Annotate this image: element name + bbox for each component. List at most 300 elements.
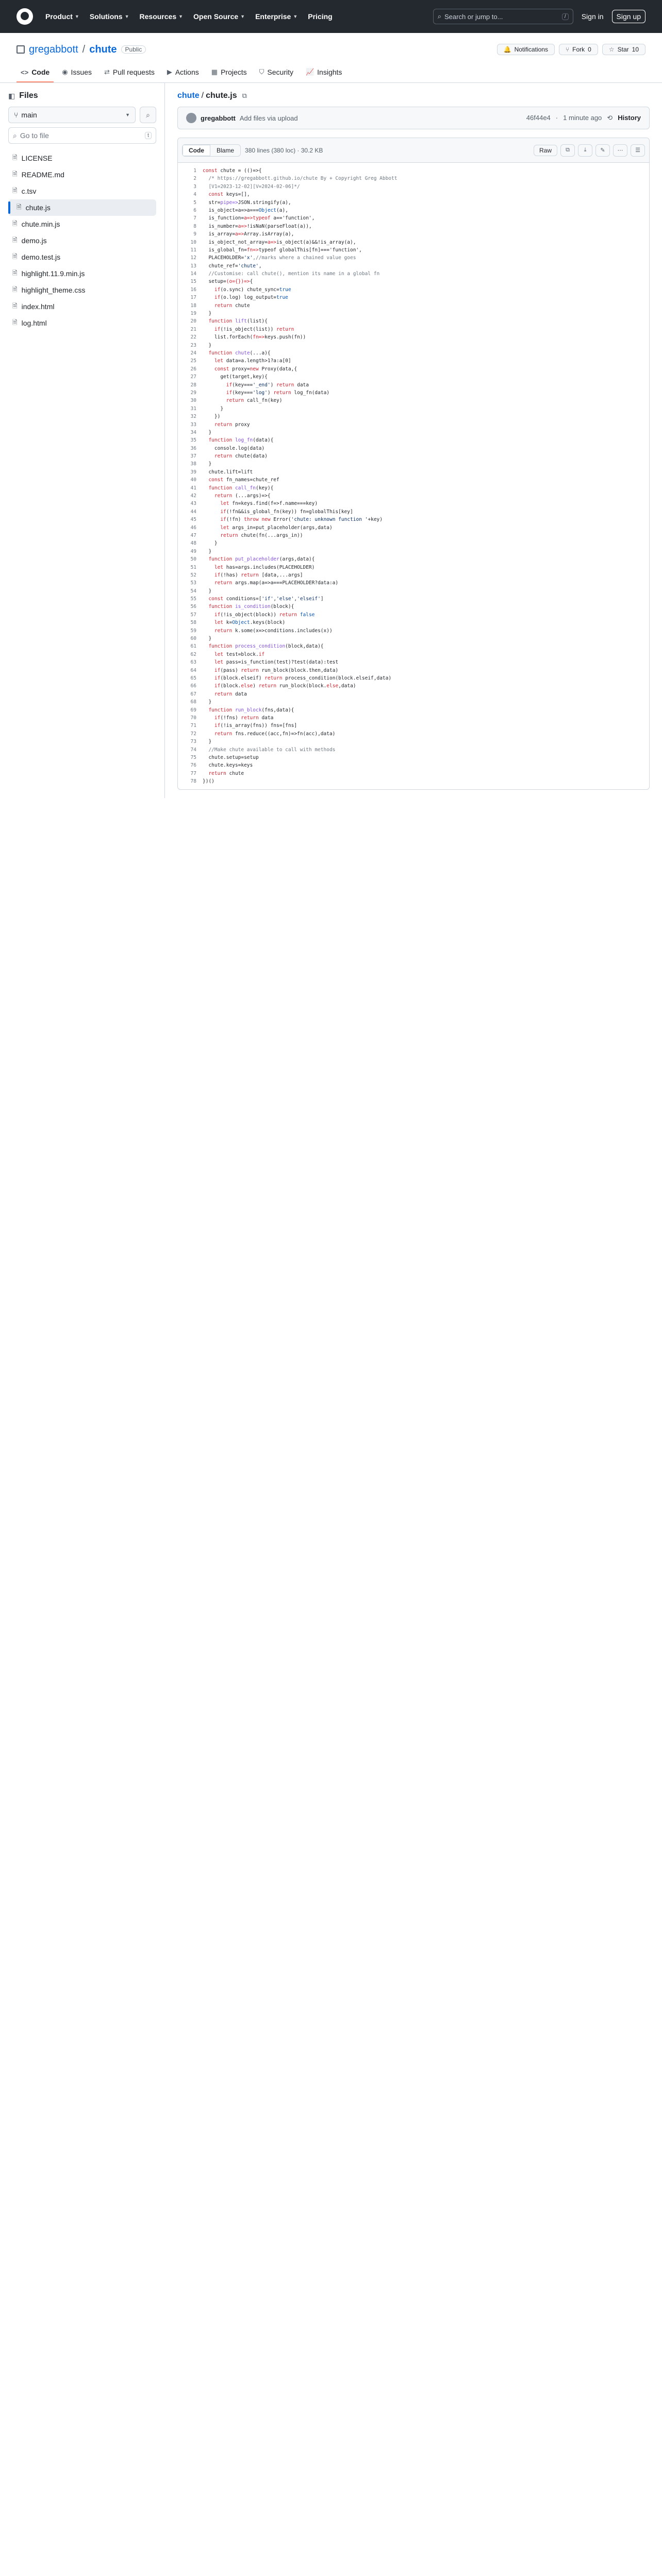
nav-pricing[interactable] (308, 12, 332, 21)
line-number[interactable]: 74 (190, 747, 196, 753)
file-icon: 🗎 (12, 252, 18, 260)
sidebar-collapse-icon[interactable]: ◧ (8, 91, 15, 100)
code-line (178, 658, 649, 666)
code-line-content (203, 199, 291, 207)
code-token: } (203, 461, 212, 467)
line-number[interactable]: 75 (190, 754, 196, 760)
code-token: //Make chute available to call with methods (203, 747, 336, 753)
code-token: (!is_object(block)) (220, 612, 279, 618)
code-token: const (208, 596, 226, 602)
line-number[interactable]: 2 (193, 176, 196, 182)
code-token (203, 358, 214, 364)
code-token: return (258, 683, 279, 689)
commit-message[interactable]: Add files via upload (239, 114, 298, 122)
line-number[interactable]: 58 (190, 620, 196, 626)
code-token: (()=>{ (244, 168, 262, 174)
code-viewer (177, 138, 650, 790)
avatar[interactable] (186, 113, 196, 123)
line-number[interactable]: 72 (190, 731, 196, 737)
code-token: (!fn&&is_global_fn(key)) fn=globalThis[key] (226, 509, 353, 515)
code-line (178, 548, 649, 555)
star-button[interactable] (602, 44, 646, 55)
code-token: keys=[], (226, 192, 250, 198)
file-tree-item-label: highlight.11.9.min.js (21, 269, 85, 278)
line-number[interactable]: 78 (190, 778, 196, 785)
code-line-content (203, 286, 291, 294)
code-line-content (203, 246, 362, 254)
code-token: , (258, 263, 262, 269)
code-token: (...args)=>{ (235, 493, 271, 499)
github-logo-icon[interactable] (16, 8, 33, 25)
line-number[interactable]: 51 (190, 564, 196, 570)
line-number[interactable]: 77 (190, 770, 196, 776)
line-number[interactable]: 49 (190, 548, 196, 554)
line-number[interactable]: 9 (193, 231, 196, 238)
code-line-content (203, 421, 250, 429)
code-token: return (226, 398, 247, 404)
nav-enterprise[interactable] (255, 12, 297, 21)
code-line (178, 175, 649, 182)
code-token (203, 517, 220, 522)
code-token: ) (267, 389, 274, 396)
fork-button[interactable] (559, 44, 598, 55)
line-number[interactable]: 46 (190, 524, 196, 531)
code-line (178, 611, 649, 619)
code-line (178, 738, 649, 745)
line-number[interactable]: 61 (190, 643, 196, 650)
line-number[interactable]: 11 (190, 247, 196, 253)
code-token (203, 437, 208, 443)
code-line (178, 254, 649, 262)
code-token: return (214, 691, 235, 697)
code-line (178, 524, 649, 532)
nav-open-source[interactable] (193, 12, 245, 21)
code-token: (o.sync) chute_sync= (220, 286, 279, 293)
line-number[interactable]: 17 (190, 295, 196, 301)
code-token: let (220, 501, 233, 507)
line-number[interactable]: 15 (190, 279, 196, 285)
line-number[interactable]: 42 (190, 493, 196, 499)
search-files-button[interactable] (140, 107, 156, 123)
code-token: chute_ref= (203, 263, 238, 269)
code-line (178, 555, 649, 563)
line-number[interactable]: 40 (190, 477, 196, 483)
code-line (178, 452, 649, 460)
line-number[interactable]: 10 (190, 239, 196, 245)
code-token: else (326, 683, 339, 689)
code-token (203, 422, 214, 428)
line-number[interactable]: 65 (190, 675, 196, 681)
code-line-content (203, 230, 294, 238)
line-number[interactable]: 41 (190, 485, 196, 491)
code-line-content (203, 207, 288, 214)
code-line-content (203, 175, 398, 182)
code-line-content (203, 445, 264, 452)
code-line-content (203, 651, 264, 658)
code-line (178, 460, 649, 468)
file-icon: 🗎 (16, 203, 22, 211)
code-token: pass=is_function(test)?test(data):test (226, 659, 339, 666)
code-token: fns.reduce((acc,fn)=>fn(acc),data) (235, 731, 336, 737)
code-line-content (203, 667, 338, 674)
global-search-input[interactable] (433, 9, 573, 24)
tab-issues[interactable] (58, 64, 96, 82)
code-token: is_function= (203, 215, 244, 222)
code-line (178, 579, 649, 587)
code-token: k.some(x=>conditions.includes(x)) (235, 628, 333, 634)
line-number[interactable]: 66 (190, 683, 196, 689)
line-number[interactable]: 7 (193, 215, 196, 222)
code-line (178, 571, 649, 579)
code-token: (pass) (220, 667, 241, 673)
goto-file-input[interactable] (8, 127, 156, 144)
code-line-content (203, 539, 218, 547)
line-number[interactable]: 31 (190, 405, 196, 412)
code-token: .keys(block) (250, 620, 286, 626)
breadcrumb (177, 91, 650, 100)
code-line (178, 183, 649, 191)
line-number[interactable]: 43 (190, 501, 196, 507)
code-token (203, 723, 214, 728)
repo-owner-link[interactable]: gregabbott (29, 43, 78, 55)
code-line (178, 342, 649, 349)
code-token (203, 192, 208, 197)
code-line (178, 413, 649, 420)
code-token: ] (320, 596, 324, 602)
code-token: let (214, 564, 226, 570)
code-token: log_fn(data) (294, 389, 330, 396)
line-number[interactable]: 28 (190, 382, 196, 388)
pull-request-icon: ⇄ (104, 68, 110, 76)
line-number[interactable]: 33 (190, 421, 196, 428)
tab-pull-requests[interactable] (100, 64, 159, 82)
line-number[interactable]: 3 (193, 183, 196, 190)
line-number[interactable]: 20 (190, 318, 196, 325)
line-number[interactable]: 25 (190, 358, 196, 364)
file-tree-sidebar (0, 83, 165, 798)
code-line (178, 730, 649, 738)
code-token: keys.push(fn)) (264, 334, 306, 341)
fork-count: 0 (588, 46, 591, 53)
line-number[interactable]: 59 (190, 628, 196, 634)
code-token: return (214, 628, 235, 634)
tab-insights[interactable] (302, 64, 346, 82)
line-number[interactable]: 18 (190, 302, 196, 309)
code-token: } (203, 739, 212, 745)
code-token: if (214, 572, 221, 578)
code-line-content (203, 436, 273, 444)
file-tree-item[interactable] (8, 232, 156, 249)
line-number[interactable]: 24 (190, 350, 196, 356)
code-token: if (214, 295, 221, 301)
code-token (203, 477, 208, 483)
code-token: } (203, 429, 212, 435)
code-line (178, 357, 649, 365)
line-number[interactable]: 12 (190, 255, 196, 261)
file-icon: 🗎 (12, 219, 18, 227)
file-tree-item[interactable] (8, 282, 156, 298)
line-number[interactable]: 26 (190, 366, 196, 372)
line-number[interactable]: 36 (190, 445, 196, 451)
code-line (178, 429, 649, 436)
chevron-down-icon: ▼ (240, 14, 245, 19)
code-line (178, 508, 649, 516)
code-token: function (208, 318, 235, 325)
code-token: chute(fn(...args_in)) (241, 532, 303, 538)
copy-icon[interactable]: ⧉ (560, 144, 575, 157)
line-number[interactable]: 71 (190, 723, 196, 729)
code-line-content (203, 333, 306, 341)
code-token (203, 295, 214, 300)
code-token: setup= (203, 279, 226, 285)
tab-insights-label: Insights (317, 68, 342, 76)
code-token: }) (203, 414, 221, 420)
code-token: if (258, 651, 265, 657)
edit-icon[interactable]: ✎ (595, 144, 610, 157)
file-icon: 🗎 (12, 269, 18, 277)
code-token: let (220, 524, 233, 531)
file-tree-item[interactable] (8, 199, 156, 216)
code-token: console.log(data) (203, 445, 265, 451)
code-line (178, 516, 649, 523)
code-line-content (203, 746, 335, 754)
line-number[interactable]: 48 (190, 540, 196, 547)
code-token (203, 683, 214, 689)
code-token (203, 652, 214, 657)
breadcrumb-separator: / (201, 91, 204, 100)
line-number[interactable]: 54 (190, 588, 196, 594)
line-number[interactable]: 73 (190, 739, 196, 745)
code-token: (...a){ (250, 350, 271, 356)
line-number[interactable]: 27 (190, 374, 196, 380)
line-number[interactable]: 63 (190, 659, 196, 666)
code-line-content (203, 373, 268, 381)
code-token: let (214, 358, 226, 364)
line-number[interactable]: 14 (190, 271, 196, 277)
blame-view-button[interactable]: Blame (217, 146, 235, 154)
line-number[interactable]: 22 (190, 334, 196, 341)
code-token: [data,...args] (261, 572, 303, 578)
line-number[interactable]: 19 (190, 311, 196, 317)
branch-icon: ⑂ (14, 111, 19, 119)
line-number[interactable]: 23 (190, 342, 196, 348)
code-token: (block. (220, 683, 241, 689)
repo-title-row (16, 41, 646, 58)
code-line (178, 714, 649, 722)
code-token: throw (244, 517, 262, 523)
code-token: '_end' (253, 382, 271, 388)
download-icon[interactable]: ⤓ (578, 144, 592, 157)
code-token: const (208, 192, 226, 198)
line-number[interactable]: 60 (190, 636, 196, 642)
shield-icon: ⛉ (259, 68, 264, 76)
code-line (178, 294, 649, 301)
line-number[interactable]: 69 (190, 707, 196, 713)
file-list (8, 150, 156, 331)
code-token (203, 668, 214, 673)
code-token: return (214, 453, 235, 460)
raw-button[interactable]: Raw (534, 145, 557, 156)
code-token: Proxy(data,{ (261, 366, 297, 372)
history-link[interactable]: History (618, 114, 641, 122)
code-token: const (214, 366, 233, 372)
code-token: (block){ (270, 604, 294, 610)
code-line (178, 199, 649, 207)
code-token: return (273, 389, 294, 396)
tab-actions[interactable] (163, 64, 203, 82)
line-number[interactable]: 56 (190, 604, 196, 610)
code-line-content (203, 690, 247, 698)
code-line-content (203, 564, 315, 571)
nav-product[interactable] (45, 12, 79, 21)
line-number[interactable]: 34 (190, 429, 196, 435)
code-token: chute (229, 770, 244, 776)
line-number[interactable]: 76 (190, 762, 196, 769)
more-options-icon[interactable]: ⋯ (613, 144, 627, 157)
code-token: //Customise: call chute(), mention its name in a global fn (203, 271, 380, 277)
line-number[interactable]: 39 (190, 469, 196, 475)
code-token: let (214, 651, 226, 657)
history-icon: ⟲ (607, 114, 613, 122)
line-number[interactable]: 8 (193, 223, 196, 229)
code-token: a=> (267, 239, 277, 245)
line-number[interactable]: 47 (190, 532, 196, 538)
code-token: const (203, 168, 221, 174)
code-line-content (203, 698, 211, 706)
code-token: ,data) (338, 683, 356, 689)
code-token: is_object(a)&&!is_array(a), (276, 239, 356, 245)
line-number[interactable]: 13 (190, 263, 196, 269)
breadcrumb-repo-link[interactable]: chute (177, 91, 200, 100)
line-number[interactable]: 55 (190, 596, 196, 602)
code-token: if (214, 286, 221, 293)
line-number[interactable]: 62 (190, 651, 196, 657)
code-line-content (203, 516, 383, 523)
line-number[interactable]: 16 (190, 286, 196, 293)
code-token: get(target,key){ (203, 374, 268, 380)
line-number[interactable]: 5 (193, 199, 196, 206)
code-token: return (276, 326, 294, 332)
code-line (178, 421, 649, 429)
code-line-content (203, 381, 309, 389)
code-token: if (214, 715, 221, 721)
code-token (203, 390, 226, 396)
code-token: typeof globalThis[fn]==='function', (258, 247, 362, 253)
code-token (203, 604, 208, 609)
code-token: is_condition (235, 604, 271, 610)
line-number[interactable]: 44 (190, 509, 196, 515)
code-token (203, 287, 214, 293)
code-token (203, 731, 214, 737)
notifications-button[interactable] (497, 44, 555, 55)
code-line (178, 389, 649, 397)
code-token: } (203, 588, 212, 594)
sign-in-link[interactable]: Sign in (581, 12, 604, 21)
code-token: else (241, 683, 253, 689)
line-number[interactable]: 35 (190, 437, 196, 444)
copy-path-icon[interactable]: ⧉ (242, 92, 247, 99)
code-token: return (214, 580, 235, 586)
file-tree-item[interactable] (8, 166, 156, 183)
code-token: (key){ (255, 485, 274, 491)
tab-security[interactable] (255, 64, 297, 82)
code-token: Error( (273, 517, 291, 523)
code-line (178, 326, 649, 333)
line-number[interactable]: 4 (193, 192, 196, 198)
code-line-content (203, 548, 211, 555)
code-token: })() (203, 778, 214, 785)
file-tree-item[interactable] (8, 315, 156, 331)
nav-resources[interactable] (140, 12, 184, 21)
code-token: return (241, 572, 262, 578)
code-token: is_array= (203, 231, 235, 238)
code-token: 'chute: unknown function ' (291, 517, 368, 523)
file-tree-item[interactable] (8, 298, 156, 315)
line-number[interactable]: 50 (190, 556, 196, 563)
code-view-button[interactable]: Code (183, 145, 210, 156)
line-number[interactable]: 67 (190, 691, 196, 697)
line-number[interactable]: 38 (190, 461, 196, 467)
symbols-panel-icon[interactable]: ☰ (631, 144, 645, 157)
line-number[interactable]: 53 (190, 580, 196, 586)
repo-name-link[interactable]: chute (89, 43, 117, 55)
file-tree-item[interactable] (8, 249, 156, 265)
projects-icon: ▦ (211, 68, 218, 76)
line-number[interactable]: 68 (190, 699, 196, 705)
code-token: let (214, 620, 226, 626)
line-number[interactable]: 6 (193, 207, 196, 213)
code-line-content (203, 223, 312, 230)
tab-pull-requests-label: Pull requests (112, 68, 155, 76)
branch-selector[interactable] (8, 107, 136, 123)
code-token: PLACEHOLDER= (203, 255, 244, 261)
line-number[interactable]: 21 (190, 326, 196, 332)
file-tree-item[interactable] (8, 150, 156, 166)
line-number[interactable]: 52 (190, 572, 196, 578)
line-number[interactable]: 64 (190, 667, 196, 673)
sign-up-button[interactable]: Sign up (612, 10, 646, 23)
code-toolbar (178, 138, 649, 163)
line-number[interactable]: 29 (190, 389, 196, 396)
line-number[interactable]: 1 (193, 168, 196, 174)
file-tree-item[interactable] (8, 265, 156, 282)
code-line (178, 373, 649, 381)
code-line-content (203, 524, 333, 532)
tab-projects[interactable] (207, 64, 251, 82)
code-line-content (203, 674, 391, 682)
commit-hash[interactable]: 46f44e4 (526, 114, 551, 122)
code-token: fn=> (253, 334, 265, 341)
file-tree-item[interactable] (8, 216, 156, 232)
line-number[interactable]: 70 (190, 715, 196, 721)
line-number[interactable]: 30 (190, 398, 196, 404)
tab-code[interactable] (16, 64, 54, 82)
code-token (203, 303, 214, 309)
commit-author[interactable]: gregabbott (201, 114, 236, 122)
file-tree-item-label: c.tsv (21, 187, 37, 195)
line-number[interactable]: 57 (190, 612, 196, 618)
code-line-content (203, 342, 211, 349)
code-line (178, 286, 649, 294)
code-token: a=>typeof (244, 215, 274, 222)
nav-solutions[interactable] (90, 12, 129, 21)
line-number[interactable]: 45 (190, 517, 196, 523)
code-line (178, 167, 649, 175)
line-number[interactable]: 37 (190, 453, 196, 460)
line-number[interactable]: 32 (190, 414, 196, 420)
code-token: new (250, 366, 262, 372)
file-tree-item[interactable] (8, 183, 156, 199)
